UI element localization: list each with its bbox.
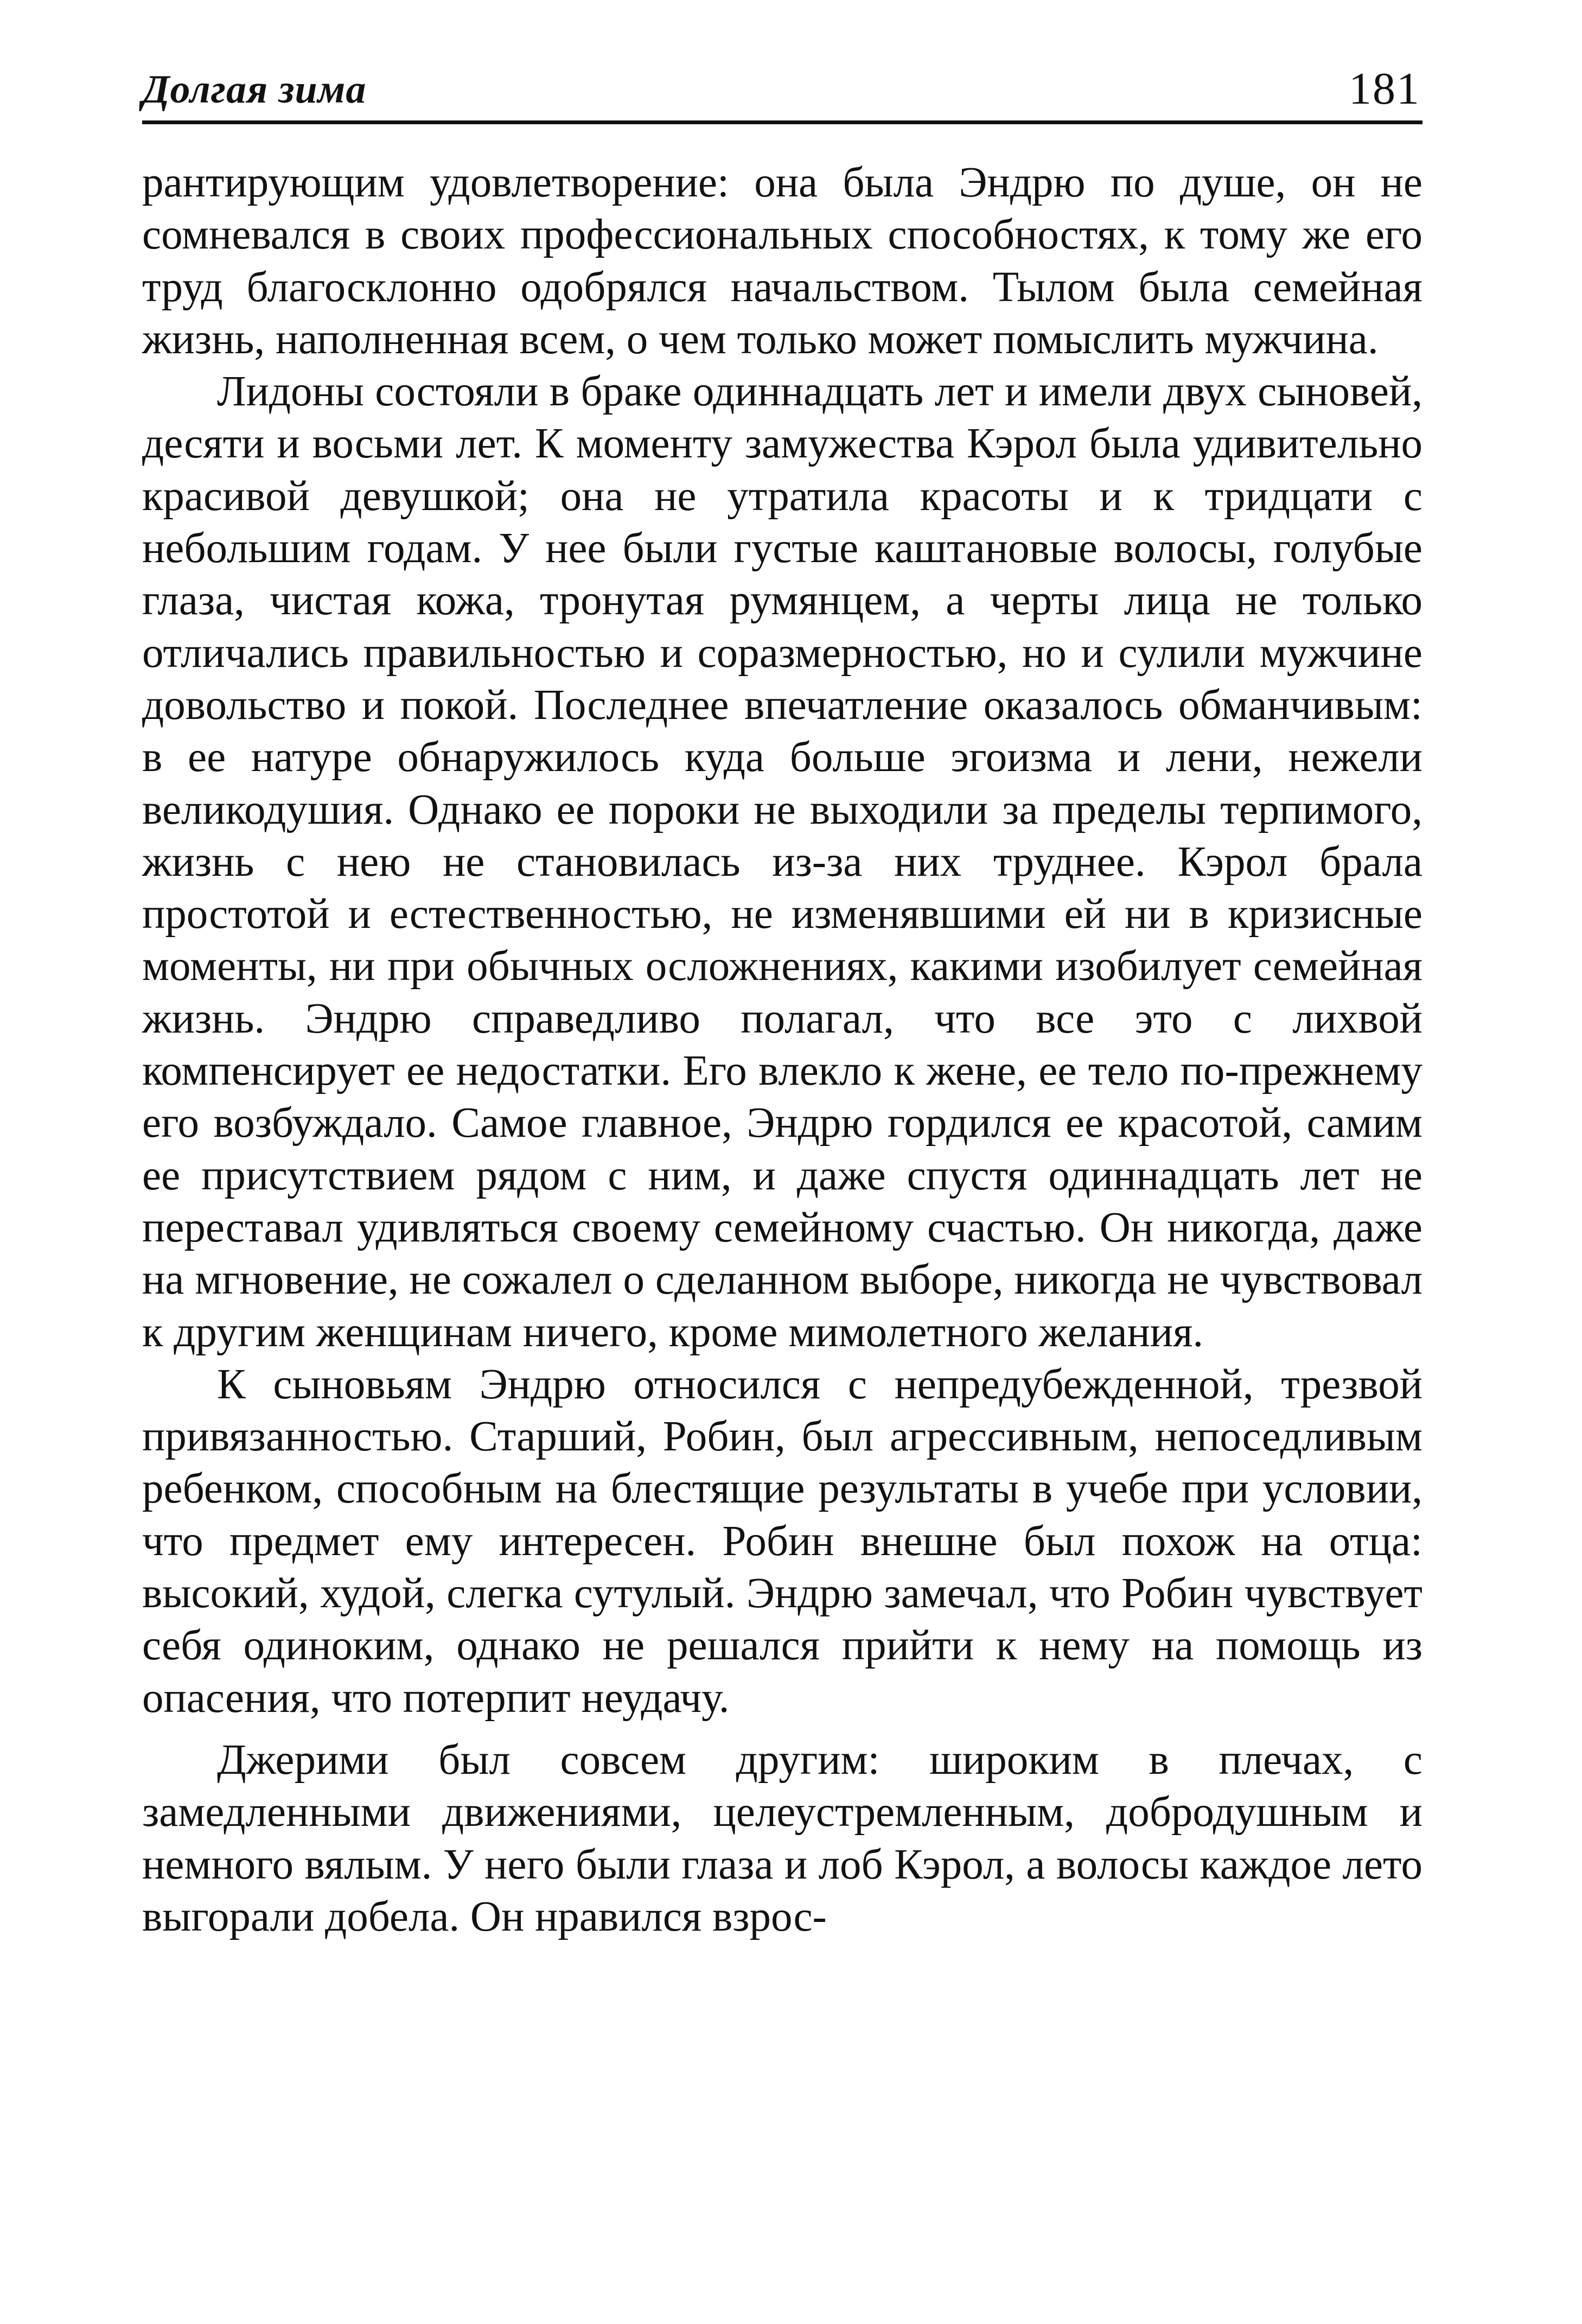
paragraph: Лидоны состояли в браке одиннадцать лет и имели двух сыновей, десяти и восьми лет. К моменту замужества Кэрол была удивительно красивой девушкой; она не утратила красоты и к тридцати с небольшим годам. У нее были густые каштановые волосы, голубые глаза, чистая кожа, тронутая румянцем, а черты лица не только отличались правильностью и соразмерностью, но и сулили мужчине довольство и покой. Последнее впечатление оказалось обманчивым: в ее натуре обнаружилось куда больше эгоизма и лени, нежели великодушия. Однако ее пороки не выходили за пределы терпимого, жизнь с нею не становилась из-за них труднее. Кэрол брала простотой и естественностью, не изменявшими ей ни в кризисные моменты, ни при обычных осложнениях, какими изобилует семейная жизнь. Эндрю справедливо полагал, что все это с лихвой компенсирует ее недостатки. Его влекло к жене, ее тело по-прежнему его возбуждало. Самое главное, Эндрю гордился ее красотой, самим ее присутствием рядом с ним, и даже спустя одиннадцать лет не переставал удивляться своему семейному счастью. Он никогда, даже на мгновение, не сожалел о сделанном выборе, никогда не чувствовал к другим женщинам ничего, кроме мимолетного желания. — [142, 368, 1422, 1356]
book-page — [142, 60, 1422, 2284]
paragraph-continued: рантирующим удовлетворение: она была Эндрю по душе, он не сомневался в своих профессиональных способностях, к тому же его труд благосклонно одобрялся начальством. Тылом была семейная жизнь, наполненная всем, о чем только может помыслить мужчина. — [142, 159, 1422, 363]
body-text — [142, 157, 1422, 1943]
page-number: 181 — [1349, 63, 1420, 114]
running-title: Долгая зима — [142, 67, 367, 112]
paragraph: К сыновьям Эндрю относился с непредубежденной, трезвой привязанностью. Старший, Робин, был агрессивным, непоседливым ребенком, способным на блестящие результаты в учебе при условии, что предмет ему интересен. Робин внешне был похож на отца: высокий, худой, слегка сутулый. Эндрю замечал, что Робин чувствует себя одиноким, однако не решался прийти к нему на помощь из опасения, что потерпит неудачу. — [142, 1360, 1422, 1722]
paragraph: Джерими был совсем другим: широким в плечах, с замедленными движениями, целеустремленным, добродушным и немного вялым. У него были глаза и лоб Кэрол, а волосы каждое лето выгорали добела. Он нравился взрос- — [142, 1736, 1422, 1940]
page-header — [142, 60, 1422, 124]
